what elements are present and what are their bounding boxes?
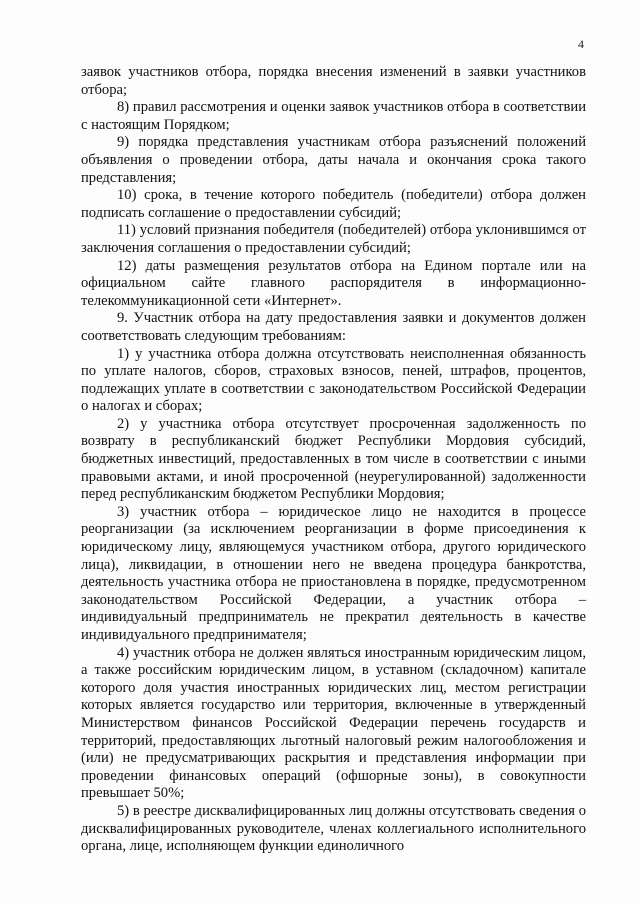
paragraph-requirement-2: 2) у участника отбора отсутствует просроченная задолженность по возврату в республиканский бюджет Республики Мордовия субсидий, бюджетных инвестиций, предоставленных в том числе в соответствии с иными правовыми актами, и иной просроченной (неурегулированной) задолженности перед республиканским бюджетом Республики Мордовия; — [81, 415, 586, 503]
page-number: 4 — [578, 37, 584, 51]
paragraph-item-11: 11) условий признания победителя (победителей) отбора уклонившимся от заключения соглашения о предоставлении субсидий; — [81, 222, 586, 256]
paragraph-item-9: 9) порядка представления участникам отбора разъяснений положений объявления о проведении отбора, даты начала и окончания срока такого представления; — [81, 134, 586, 186]
document-body — [81, 64, 586, 856]
paragraph-requirement-1: 1) у участника отбора должна отсутствовать неисполненная обязанность по уплате налогов, сборов, страховых взносов, пеней, штрафов, процентов, подлежащих уплате в соответствии с законодательством Российской Федерации о налогах и сборах; — [81, 345, 586, 415]
paragraph-requirement-5: 5) в реестре дисквалифицированных лиц должны отсутствовать сведения о дисквалифицированных руководителе, членах коллегиального исполнительного органа, лице, исполняющем функции единоличного — [81, 802, 586, 855]
paragraph-item-10: 10) срока, в течение которого победитель (победители) отбора должен подписать соглашение о предоставлении субсидий; — [81, 187, 586, 221]
paragraph-requirement-3: 3) участник отбора – юридическое лицо не находится в процессе реорганизации (за исключением реорганизации в форме присоединения к юридическому лицу, являющемуся участником отбора, другого юридического лица), ликвидации, в отношении него не введена процедура банкротства, деятельность участника отбора не приостановлена в порядке, предусмотренном законодательством Российской Федерации, а участник отбора – индивидуальный предприниматель не прекратил деятельность в качестве индивидуального предпринимателя; — [81, 503, 586, 643]
paragraph-requirement-4: 4) участник отбора не должен являться иностранным юридическим лицом, а также российским юридическим лицом, в уставном (складочном) капитале которого доля участия иностранных юридических лиц, местом регистрации которых является государство или территория, включенные в утвержденный Министерством финансов Российской Федерации перечень государств и территорий, предоставляющих льготный налоговый режим налогообложения и (или) не предусматривающих раскрытия и представления информации при проведении финансовых операций (офшорные зоны), в совокупности превышает 50%; — [81, 644, 586, 802]
paragraph-item-12: 12) даты размещения результатов отбора на Едином портале или на официальном сайте главного распорядителя в информационно-телекоммуникационной сети «Интернет». — [81, 257, 586, 309]
paragraph-section-9: 9. Участник отбора на дату предоставления заявки и документов должен соответствовать следующим требованиям: — [81, 310, 586, 344]
paragraph-item-8: 8) правил рассмотрения и оценки заявок участников отбора в соответствии с настоящим Порядком; — [81, 99, 586, 133]
paragraph-continuation: заявок участников отбора, порядка внесения изменений в заявки участников отбора; — [81, 64, 586, 98]
